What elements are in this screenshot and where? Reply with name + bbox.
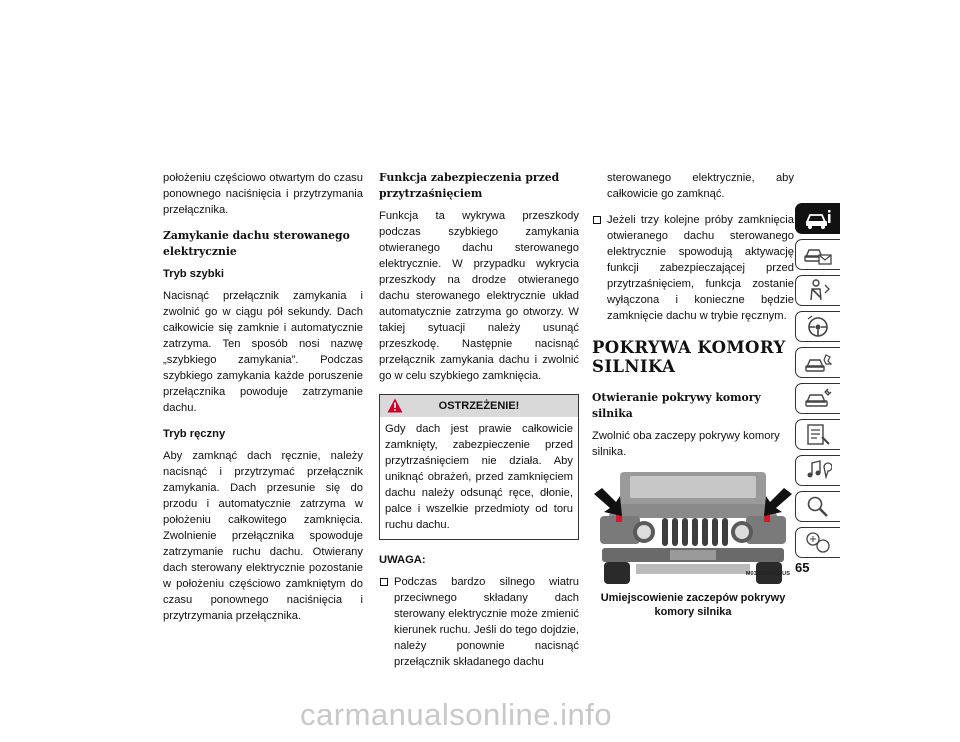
warning-box [379, 394, 579, 540]
magnifier-icon [804, 495, 832, 518]
tab-music-navigation[interactable] [795, 455, 840, 486]
heading-fast-mode: Tryb szybki [163, 268, 224, 280]
car-service-icon [804, 387, 832, 410]
bullet-square-icon [380, 578, 388, 586]
paragraph-partial-open: położeniu częściowo otwartym do czasu ponownego naciśnięcia i przytrzymania przełącznika. [163, 172, 363, 216]
car-crash-icon [804, 351, 832, 374]
bullet-square-icon [593, 216, 601, 224]
tab-search[interactable] [795, 491, 840, 522]
car-message-icon [804, 243, 832, 266]
tab-language[interactable] [795, 527, 840, 558]
tab-seatbelt[interactable] [795, 275, 840, 306]
paragraph-pinch-protection: Funkcja ta wykrywa przeszkody podczas szybkiego zamykania otwieranego dachu sterowanego elektrycznie. W przypadku wykrycia przeszkody na drodze otwieranego dachu sterowanego elektrycznie układ automatycznie zatrzyma go otworzy. W takiej sytuacji należy usunąć przeszkodę. Następnie nacisnąć przełącznik zamykania dachu i zwolnić go w celu szybkiego zamknięcia. [379, 210, 579, 382]
hood-latch-figure [592, 470, 794, 588]
heading-opening-hood: Otwieranie pokrywy komory silnika [592, 391, 761, 420]
heading-manual-mode: Tryb ręczny [163, 428, 226, 440]
paragraph-release-latches: Zwolnić oba zaczepy pokrywy komory silnika. [592, 430, 780, 458]
tab-car-info[interactable] [795, 203, 840, 234]
warning-text: Gdy dach jest prawie całkowicie zamknięty, zabezpieczenie przed przytrzaśnięciem nie działa. Aby uniknąć obrażeń, przed zamknięciem dachu należy odsunąć ręce, dłonie, palce i wszelkie przedmioty od toru ruchu dachu. [385, 423, 573, 531]
chapter-tabs [795, 203, 841, 563]
page-number: 65 [795, 560, 810, 575]
paragraph-manual-mode: Aby zamknąć dach ręcznie, należy nacisnąć i przytrzymać przełącznik zamykania. Dach przesunie się do przodu i automatycznie zatrzyma w położeniu całkowitego zamknięcia. Zwolnienie przełącznika spowoduje zatrzymanie ruchu dachu. Otwierany dach sterowany elektrycznie pozostanie w położeniu częściowo zamkniętym do czasu ponownego naciśnięcia i przytrzymania przełącznika. [163, 450, 363, 622]
steering-wheel-icon [804, 315, 832, 338]
warning-title: OSTRZEŻENIE! [438, 400, 520, 412]
heading-hood: POKRYWA KOMORY SILNIKA [592, 338, 786, 376]
column-middle [379, 170, 579, 680]
warning-header [380, 395, 578, 417]
seatbelt-icon [804, 279, 832, 302]
heading-note: UWAGA: [379, 554, 426, 566]
warning-body [380, 417, 578, 539]
language-icon [804, 531, 832, 554]
checklist-wrench-icon [804, 423, 832, 446]
heading-pinch-protection: Funkcja zabezpieczenia przed przytrzaśnięciem [379, 171, 560, 200]
warning-triangle-icon [387, 398, 403, 413]
bullet-text: Podczas bardzo silnego wiatru przeciwnego składany dach sterowany elektrycznie może zmienić kierunek ruchu. Jeśli do tego dojdzie, należy ponownie nacisnąć przełącznik składanego dachu [394, 576, 579, 668]
figure-code: M0337000001US [745, 571, 790, 577]
heading-closing-roof: Zamykanie dachu sterowanego elektrycznie [163, 229, 350, 258]
tab-checklist[interactable] [795, 419, 840, 450]
bullet-text: Jeżeli trzy kolejne próby zamknięcia otwieranego dachu sterowanego elektrycznie spowodują aktywację funkcji zabezpieczającej przed przytrzaśnięciem, funkcja zostanie wyłączona i konieczne będzie zamknięcie dachu w trybie ręcznym. [607, 214, 794, 322]
car-info-icon [804, 207, 832, 230]
paragraph-fast-mode: Nacisnąć przełącznik zamykania i zwolnić go w ciągu pół sekundy. Dach całkowicie się zamknie i automatycznie zatrzyma. Ten sposób nosi nazwę „szybkiego zamykania”. Podczas szybkiego zamykania każde poruszenie przełącznika powoduje zatrzymanie dachu. [163, 290, 363, 414]
tab-car-service[interactable] [795, 383, 840, 414]
figure-caption: Umiejscowienie zaczepów pokrywy komory silnika [600, 592, 786, 618]
watermark: carmanualsonline.info [300, 697, 613, 732]
tab-car-message[interactable] [795, 239, 840, 270]
column-right [592, 170, 794, 619]
tab-steering[interactable] [795, 311, 840, 342]
note-bullet-wind [379, 574, 579, 670]
note-bullet-three-attempts [592, 212, 794, 324]
column-left [163, 170, 363, 634]
bullet-wind-continued: sterowanego elektrycznie, aby całkowicie go zamknąć. [607, 172, 794, 200]
music-navigation-icon [804, 459, 832, 482]
tab-car-crash[interactable] [795, 347, 840, 378]
